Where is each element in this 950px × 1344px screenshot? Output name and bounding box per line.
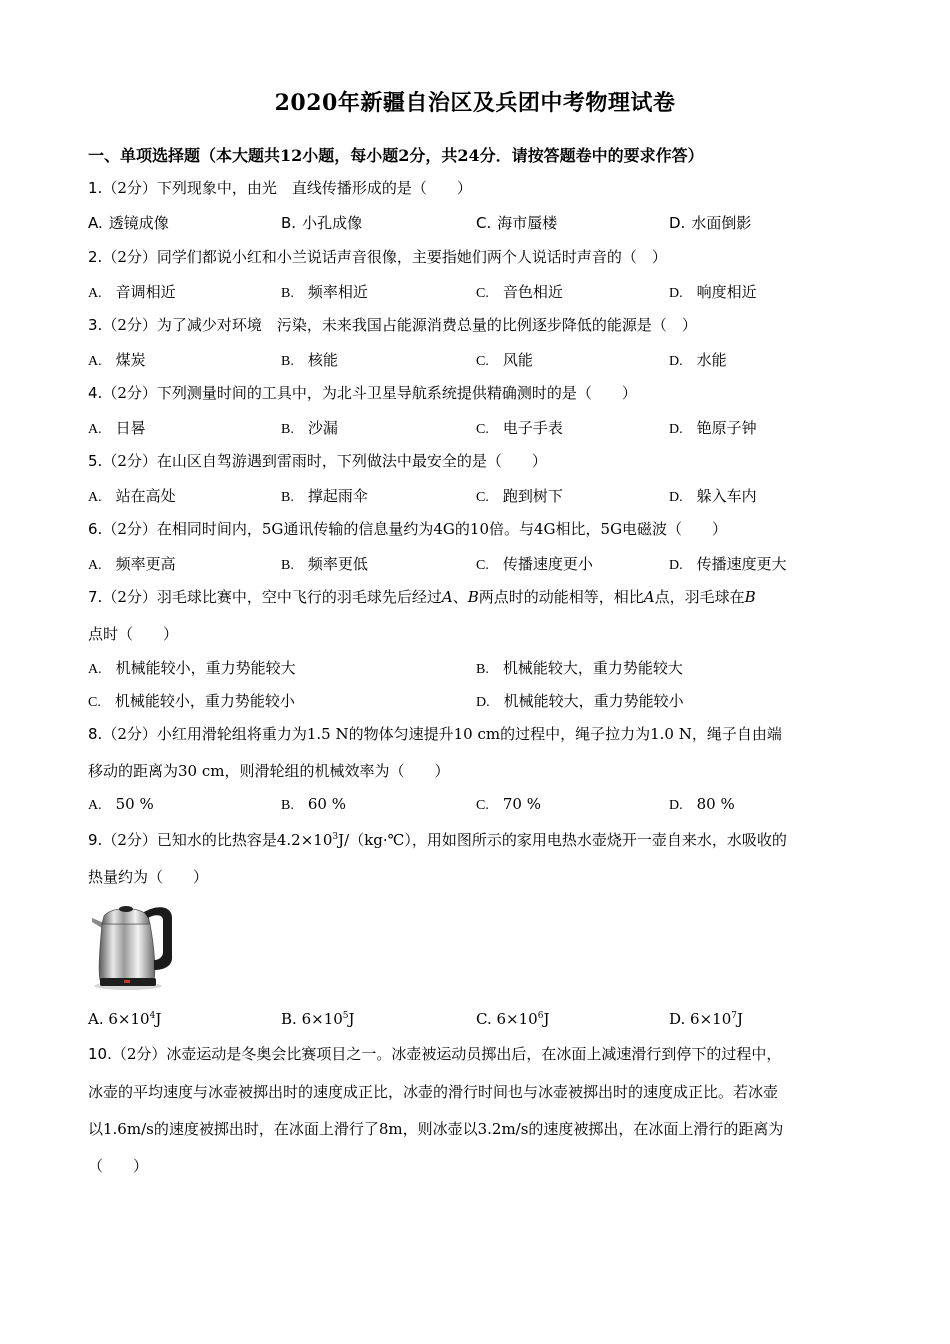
q9-option-d bbox=[669, 1010, 743, 1028]
option-text: 频率更低 bbox=[307, 555, 368, 573]
option-exponent: 4 bbox=[149, 1011, 156, 1021]
option-letter: B. bbox=[281, 214, 297, 232]
q8-option-b bbox=[281, 795, 346, 814]
question-text: （2分）下列现象中，由光 直线传播形成的是（ ） bbox=[102, 179, 472, 197]
question-text: （2分）冰壶运动是冬奥会比赛项目之一。冰壶被运动员掷出后，在冰面上减速滑行到停下的过程中， bbox=[111, 1045, 782, 1063]
exponent: 3 bbox=[332, 832, 339, 842]
option-text: 风能 bbox=[502, 351, 533, 369]
q8-option-a bbox=[88, 795, 154, 814]
q5-option-a bbox=[88, 485, 176, 506]
question-number: 4. bbox=[88, 384, 103, 402]
option-base: 6×10 bbox=[108, 1010, 150, 1028]
question-text: 两点时的动能相等，相比 bbox=[478, 588, 644, 606]
option-unit: J bbox=[155, 1010, 162, 1028]
q5-option-b bbox=[281, 485, 368, 506]
exam-title: 2020年新疆自治区及兵团中考物理试卷 bbox=[274, 90, 676, 116]
option-text: 机械能较大，重力势能较大 bbox=[502, 659, 683, 677]
q1-option-b bbox=[281, 212, 362, 233]
q2-option-a bbox=[88, 281, 176, 302]
q4-option-d bbox=[669, 417, 757, 438]
question-3 bbox=[88, 314, 697, 335]
q2-option-c bbox=[476, 281, 563, 302]
question-10-line-4: （ ） bbox=[88, 1157, 149, 1175]
option-text: 铯原子钟 bbox=[696, 419, 757, 437]
option-text: 80 % bbox=[696, 795, 735, 813]
option-text: 机械能较小，重力势能较大 bbox=[115, 659, 296, 677]
option-letter: B. bbox=[281, 354, 294, 369]
q7-option-b bbox=[476, 657, 683, 678]
q8-option-c bbox=[476, 795, 541, 814]
option-letter: D. bbox=[669, 286, 683, 301]
q3-option-d bbox=[669, 349, 727, 370]
question-number: 7. bbox=[88, 588, 103, 606]
question-4 bbox=[88, 382, 637, 403]
question-text: （2分）为了减少对环境 污染，未来我国占能源消费总量的比例逐步降低的能源是（ ） bbox=[102, 316, 697, 334]
q4-option-b bbox=[281, 417, 338, 438]
option-letter: C. bbox=[476, 558, 489, 573]
q3-option-b bbox=[281, 349, 338, 370]
option-text: 海市蜃楼 bbox=[497, 214, 558, 232]
option-unit: J bbox=[543, 1010, 550, 1028]
option-letter: B. bbox=[476, 662, 489, 677]
q7-option-a bbox=[88, 657, 296, 678]
q7-option-c bbox=[88, 690, 295, 711]
question-text: 点，羽毛球在 bbox=[654, 588, 745, 606]
option-unit: J bbox=[736, 1010, 743, 1028]
q1-option-a bbox=[88, 212, 169, 233]
electric-kettle-image bbox=[88, 896, 176, 992]
option-text: 频率更高 bbox=[115, 555, 176, 573]
option-base: 6×10 bbox=[301, 1010, 343, 1028]
option-text: 传播速度更小 bbox=[502, 555, 593, 573]
question-number: 6. bbox=[88, 520, 103, 538]
option-base: 6×10 bbox=[496, 1010, 538, 1028]
question-1 bbox=[88, 177, 472, 198]
q1-option-d bbox=[669, 212, 751, 233]
question-5 bbox=[88, 450, 547, 471]
option-letter: C. bbox=[476, 1010, 492, 1028]
option-letter: C. bbox=[476, 422, 489, 437]
option-letter: A. bbox=[88, 490, 102, 505]
q8-option-d bbox=[669, 795, 735, 814]
option-letter: A. bbox=[88, 286, 102, 301]
option-text: 70 % bbox=[502, 795, 541, 813]
option-text: 核能 bbox=[307, 351, 338, 369]
q4-option-c bbox=[476, 417, 563, 438]
q5-option-d bbox=[669, 485, 757, 506]
option-text: 小孔成像 bbox=[302, 214, 363, 232]
option-text: 跑到树下 bbox=[502, 487, 563, 505]
q9-option-c bbox=[476, 1010, 549, 1028]
option-text: 机械能较大，重力势能较小 bbox=[503, 692, 684, 710]
question-text: （2分）下列测量时间的工具中，为北斗卫星导航系统提供精确测时的是（ ） bbox=[102, 384, 637, 402]
option-letter: D. bbox=[669, 558, 683, 573]
separator: 、 bbox=[452, 588, 468, 606]
option-text: 机械能较小，重力势能较小 bbox=[114, 692, 295, 710]
option-letter: D. bbox=[669, 354, 683, 369]
q9-option-b bbox=[281, 1010, 355, 1028]
option-letter: A. bbox=[88, 354, 102, 369]
option-text: 日晷 bbox=[115, 419, 146, 437]
option-letter: C. bbox=[476, 286, 489, 301]
question-6 bbox=[88, 518, 727, 539]
q6-option-b bbox=[281, 553, 368, 574]
q1-option-c bbox=[476, 212, 557, 233]
point-b: B bbox=[744, 588, 756, 606]
option-text: 电子手表 bbox=[502, 419, 563, 437]
option-letter: D. bbox=[669, 422, 683, 437]
q2-option-b bbox=[281, 281, 368, 302]
point-b: B bbox=[467, 588, 479, 606]
option-letter: B. bbox=[281, 286, 294, 301]
question-9-line-2: 热量约为（ ） bbox=[88, 868, 209, 886]
question-2 bbox=[88, 246, 667, 267]
option-letter: C. bbox=[476, 354, 489, 369]
option-letter: D. bbox=[669, 490, 683, 505]
option-letter: B. bbox=[281, 490, 294, 505]
option-exponent: 6 bbox=[537, 1011, 544, 1021]
question-number: 9. bbox=[88, 831, 103, 849]
option-text: 音色相近 bbox=[502, 283, 563, 301]
option-text: 沙漏 bbox=[307, 419, 338, 437]
option-text: 煤炭 bbox=[115, 351, 146, 369]
option-letter: A. bbox=[88, 214, 103, 232]
option-text: 60 % bbox=[307, 795, 346, 813]
q3-option-a bbox=[88, 349, 146, 370]
option-letter: A. bbox=[88, 662, 102, 677]
option-text: 水面倒影 bbox=[691, 214, 752, 232]
option-letter: C. bbox=[476, 490, 489, 505]
q2-option-d bbox=[669, 281, 757, 302]
q6-option-d bbox=[669, 553, 787, 574]
option-letter: C. bbox=[88, 695, 101, 710]
q5-option-c bbox=[476, 485, 563, 506]
option-letter: C. bbox=[476, 798, 489, 813]
option-text: 音调相近 bbox=[115, 283, 176, 301]
option-text: 频率相近 bbox=[307, 283, 368, 301]
option-exponent: 5 bbox=[342, 1011, 349, 1021]
option-text: 水能 bbox=[696, 351, 727, 369]
option-exponent: 7 bbox=[731, 1011, 737, 1021]
question-9 bbox=[88, 829, 787, 850]
question-10-line-3: 以1.6m/s的速度被掷出时，在冰面上滑行了8m，则冰壶以3.2m/s的速度被掷出，在冰面上滑行的距离为 bbox=[88, 1120, 784, 1138]
question-text: （2分）羽毛球比赛中，空中飞行的羽毛球先后经过 bbox=[102, 588, 442, 606]
question-8-line-2: 移动的距离为30 cm，则滑轮组的机械效率为（ ） bbox=[88, 762, 450, 780]
option-letter: D. bbox=[669, 798, 683, 813]
option-text: 响度相近 bbox=[696, 283, 757, 301]
question-number: 2. bbox=[88, 248, 103, 266]
option-text: 撑起雨伞 bbox=[307, 487, 368, 505]
question-number: 3. bbox=[88, 316, 103, 334]
question-number: 10. bbox=[88, 1045, 112, 1063]
q9-option-a bbox=[88, 1010, 161, 1028]
option-letter: B. bbox=[281, 558, 294, 573]
q6-option-a bbox=[88, 553, 176, 574]
option-letter: B. bbox=[281, 1010, 297, 1028]
question-text: （2分）同学们都说小红和小兰说话声音很像，主要指她们两个人说话时声音的（ ） bbox=[102, 248, 667, 266]
option-letter: D. bbox=[669, 1010, 686, 1028]
option-letter: A. bbox=[88, 798, 102, 813]
option-text: 站在高处 bbox=[115, 487, 176, 505]
option-letter: A. bbox=[88, 1010, 104, 1028]
option-letter: A. bbox=[88, 558, 102, 573]
q6-option-c bbox=[476, 553, 593, 574]
section-heading: 一、单项选择题（本大题共12小题，每小题2分，共24分．请按答题卷中的要求作答） bbox=[88, 146, 704, 165]
question-10-line-2: 冰壶的平均速度与冰壶被掷出时的速度成正比，冰壶的滑行时间也与冰壶被掷出时的速度成正比。若冰壶 bbox=[88, 1083, 779, 1101]
point-a: A bbox=[441, 588, 453, 606]
question-text: （2分）在相同时间内，5G通讯传输的信息量约为4G的10倍。与4G相比，5G电磁波（ ） bbox=[102, 520, 728, 538]
option-text: 传播速度更大 bbox=[696, 555, 787, 573]
question-10 bbox=[88, 1043, 781, 1064]
q4-option-a bbox=[88, 417, 146, 438]
option-letter: D. bbox=[476, 695, 490, 710]
option-letter: C. bbox=[476, 214, 492, 232]
option-letter: B. bbox=[281, 422, 294, 437]
question-number: 8. bbox=[88, 725, 103, 743]
option-unit: J bbox=[348, 1010, 355, 1028]
point-a: A bbox=[643, 588, 655, 606]
question-text: （2分）已知水的比热容是4.2×10 bbox=[102, 831, 333, 849]
option-text: 透镜成像 bbox=[108, 214, 169, 232]
question-text: （2分）小红用滑轮组将重力为1.5 N的物体匀速提升10 cm的过程中，绳子拉力为1.0 N，绳子自由端 bbox=[102, 725, 782, 743]
option-text: 躲入车内 bbox=[696, 487, 757, 505]
question-8 bbox=[88, 723, 782, 744]
question-number: 1. bbox=[88, 179, 103, 197]
question-number: 5. bbox=[88, 452, 103, 470]
question-text: J/（kg·℃），用如图所示的家用电热水壶烧开一壶自来水，水吸收的 bbox=[338, 831, 787, 849]
option-letter: D. bbox=[669, 214, 686, 232]
option-base: 6×10 bbox=[690, 1010, 732, 1028]
option-letter: B. bbox=[281, 798, 294, 813]
q7-option-d bbox=[476, 690, 684, 711]
q3-option-c bbox=[476, 349, 533, 370]
question-7-line-2: 点时（ ） bbox=[88, 625, 179, 643]
question-7 bbox=[88, 586, 756, 607]
question-text: （2分）在山区自驾游遇到雷雨时，下列做法中最安全的是（ ） bbox=[102, 452, 547, 470]
option-text: 50 % bbox=[115, 795, 154, 813]
option-letter: A. bbox=[88, 422, 102, 437]
